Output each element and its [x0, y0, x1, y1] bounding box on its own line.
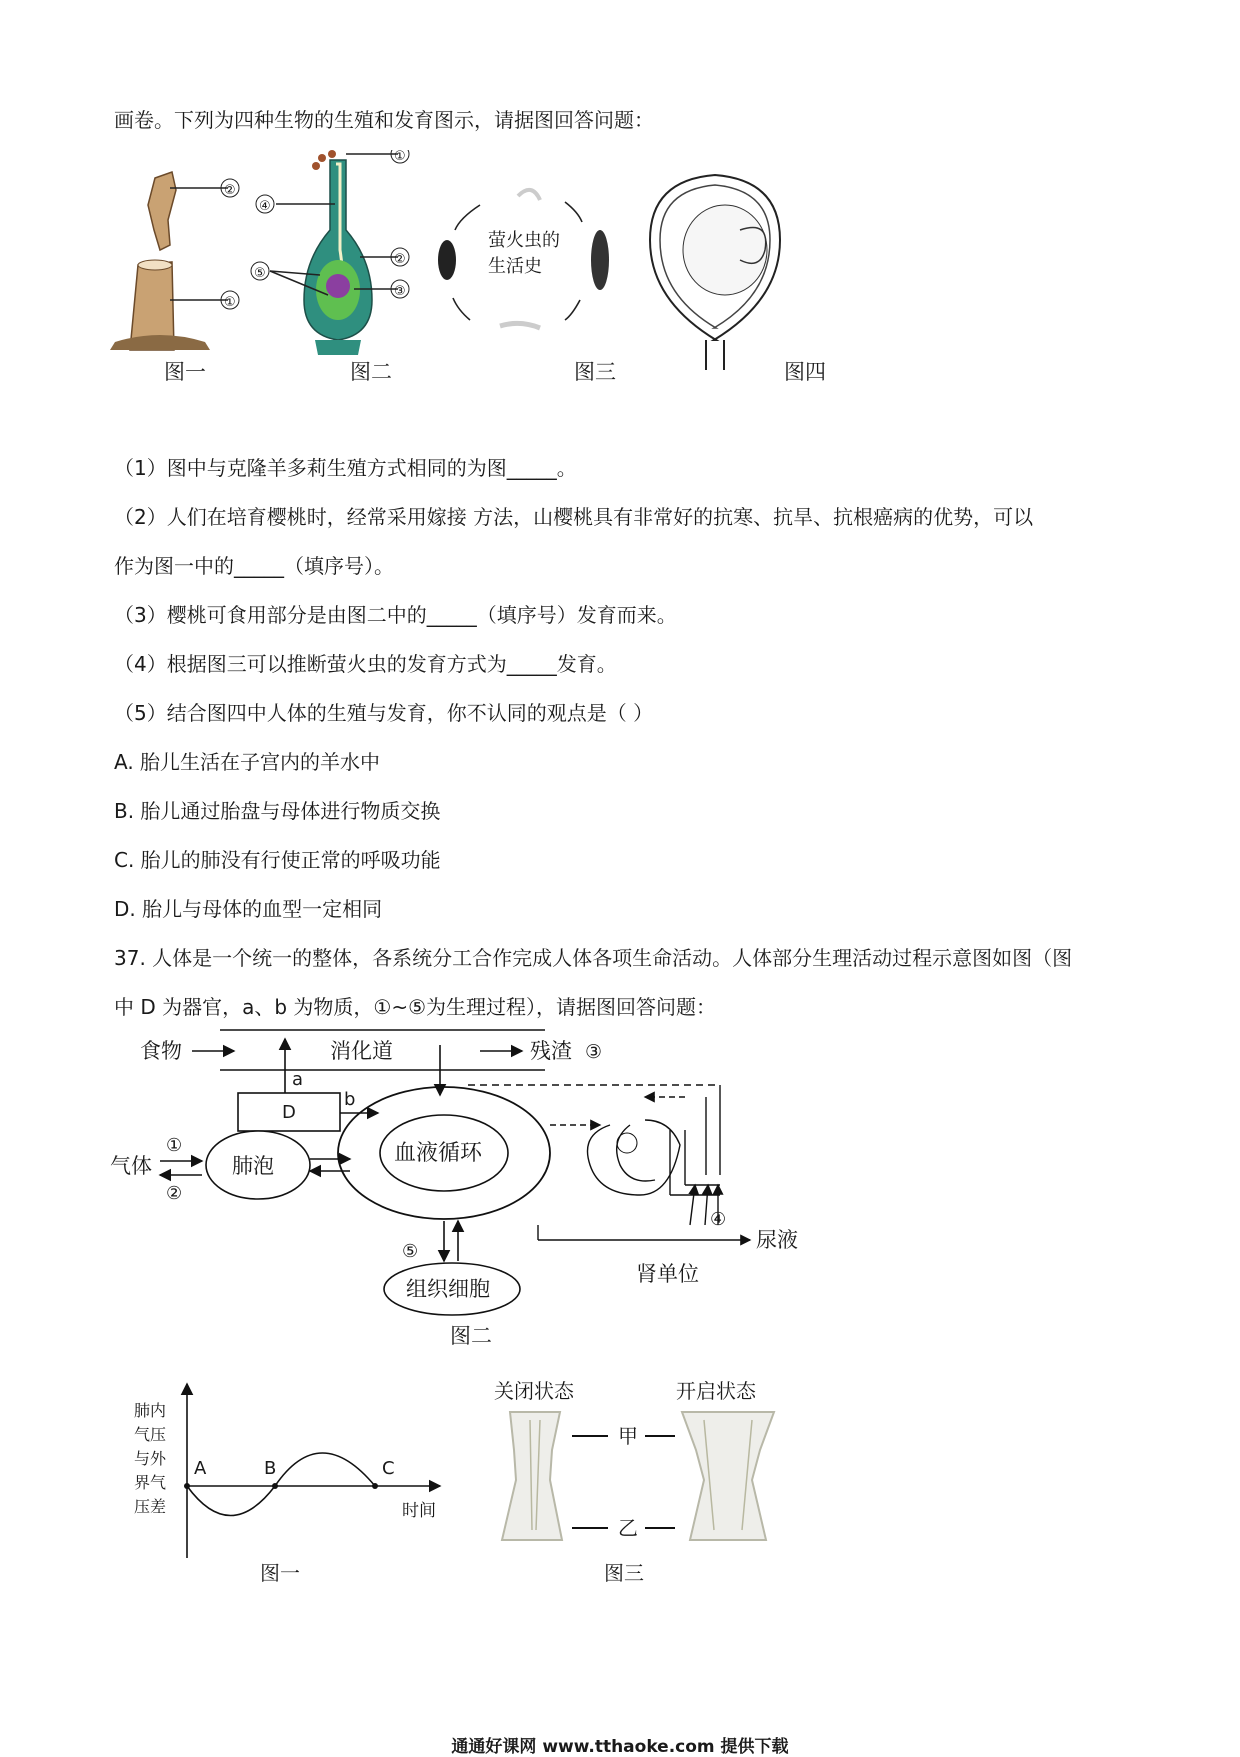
blood-label: 血液循环: [394, 1141, 483, 1166]
urine-label: 尿液: [756, 1228, 798, 1252]
option-b: B. 胎儿通过胎盘与母体进行物质交换: [114, 799, 441, 823]
point-c-label: C: [382, 1458, 395, 1479]
pistil-marker-1: ①: [394, 150, 406, 164]
pistil-marker-5: ⑤: [254, 266, 266, 281]
jia-label: 甲: [618, 1424, 638, 1448]
point-c: [372, 1483, 378, 1489]
marker-2: ②: [166, 1183, 183, 1204]
fig1-caption: 图一: [164, 360, 206, 384]
q36-part4: （4）根据图三可以推断萤火虫的发育方式为_____发育。: [114, 652, 617, 676]
fig2-caption: 图二: [350, 360, 392, 384]
y-label-5: 压差: [134, 1497, 167, 1516]
x-axis-label: 时间: [402, 1501, 436, 1521]
option-c: C. 胎儿的肺没有行使正常的呼吸功能: [114, 848, 441, 872]
marker-3: ③: [585, 1041, 603, 1063]
alveoli-label: 肺泡: [232, 1154, 274, 1178]
diagram-caption: 图二: [450, 1324, 492, 1348]
valve-figure: [490, 1380, 790, 1590]
substance-a-label: a: [292, 1069, 304, 1090]
food-label: 食物: [140, 1039, 182, 1063]
nephron-illustration: [468, 1085, 750, 1240]
uterus-illustration: [650, 175, 780, 370]
q36-part2b: 作为图一中的_____（填序号）。: [114, 554, 394, 578]
point-b: [272, 1483, 278, 1489]
physiology-diagram: [110, 1025, 810, 1360]
closed-label: 关闭状态: [494, 1380, 574, 1403]
tissue-label: 组织细胞: [406, 1277, 490, 1301]
q36-part1: （1）图中与克隆羊多莉生殖方式相同的为图_____。: [114, 456, 577, 480]
graft-marker-2: ②: [224, 183, 236, 198]
open-label: 开启状态: [676, 1380, 756, 1403]
fig3-caption: 图三: [574, 360, 616, 384]
point-a-label: A: [194, 1458, 207, 1479]
residue-label: 残渣: [530, 1039, 572, 1063]
substance-b-label: b: [344, 1089, 356, 1110]
tract-label: 消化道: [330, 1039, 393, 1063]
nephron-label: 肾单位: [636, 1262, 699, 1286]
q36-part2a: （2）人们在培育樱桃时，经常采用嫁接 方法，山樱桃具有非常好的抗寒、抗旱、抗根癌病的优势，可以: [114, 505, 1034, 529]
pistil-marker-2: ②: [394, 252, 406, 267]
valve-open: [682, 1412, 774, 1540]
pressure-graph: [110, 1380, 470, 1590]
pressure-curve: [187, 1453, 375, 1516]
grafting-illustration: [110, 172, 239, 350]
marker-5: ⑤: [402, 1241, 419, 1262]
firefly-label-2: 生活史: [488, 256, 542, 277]
fig4-caption: 图四: [784, 360, 826, 384]
point-b-label: B: [264, 1458, 277, 1479]
intro-text: 画卷。下列为四种生物的生殖和发育图示，请据图回答问题：: [114, 108, 654, 132]
graph-caption: 图一: [260, 1561, 300, 1585]
organ-d-label: D: [282, 1102, 296, 1123]
q37-line2: 中 D 为器官，a、b 为物质，①~⑤为生理过程），请据图回答问题：: [114, 995, 717, 1019]
footer-text: 通通好课网 www.tthaoke.com 提供下载: [451, 1737, 789, 1757]
y-label-2: 气压: [134, 1425, 167, 1444]
y-label-3: 与外: [134, 1449, 167, 1468]
option-a: A. 胎儿生活在子宫内的羊水中: [114, 750, 381, 774]
y-label-1: 肺内: [134, 1401, 167, 1420]
pistil-illustration: [251, 150, 409, 355]
pistil-marker-4: ④: [259, 199, 271, 214]
marker-4: ④: [710, 1209, 727, 1230]
option-d: D. 胎儿与母体的血型一定相同: [114, 897, 383, 921]
pistil-marker-3: ③: [394, 284, 406, 299]
firefly-label-1: 萤火虫的: [488, 230, 560, 251]
marker-1: ①: [166, 1135, 183, 1156]
q36-part5: （5）结合图四中人体的生殖与发育，你不认同的观点是（ ）: [114, 701, 654, 725]
q37-line1: 37. 人体是一个统一的整体，各系统分工合作完成人体各项生命活动。人体部分生理活动过程示意图如图（图: [114, 946, 1073, 970]
gas-label: 气体: [110, 1154, 152, 1178]
y-label-4: 界气: [134, 1473, 167, 1492]
q36-part3: （3）樱桃可食用部分是由图二中的_____（填序号）发育而来。: [114, 603, 677, 627]
valve-caption: 图三: [604, 1561, 644, 1585]
point-a: [184, 1483, 190, 1489]
yi-label: 乙: [618, 1516, 638, 1540]
graft-marker-1: ①: [224, 295, 236, 310]
